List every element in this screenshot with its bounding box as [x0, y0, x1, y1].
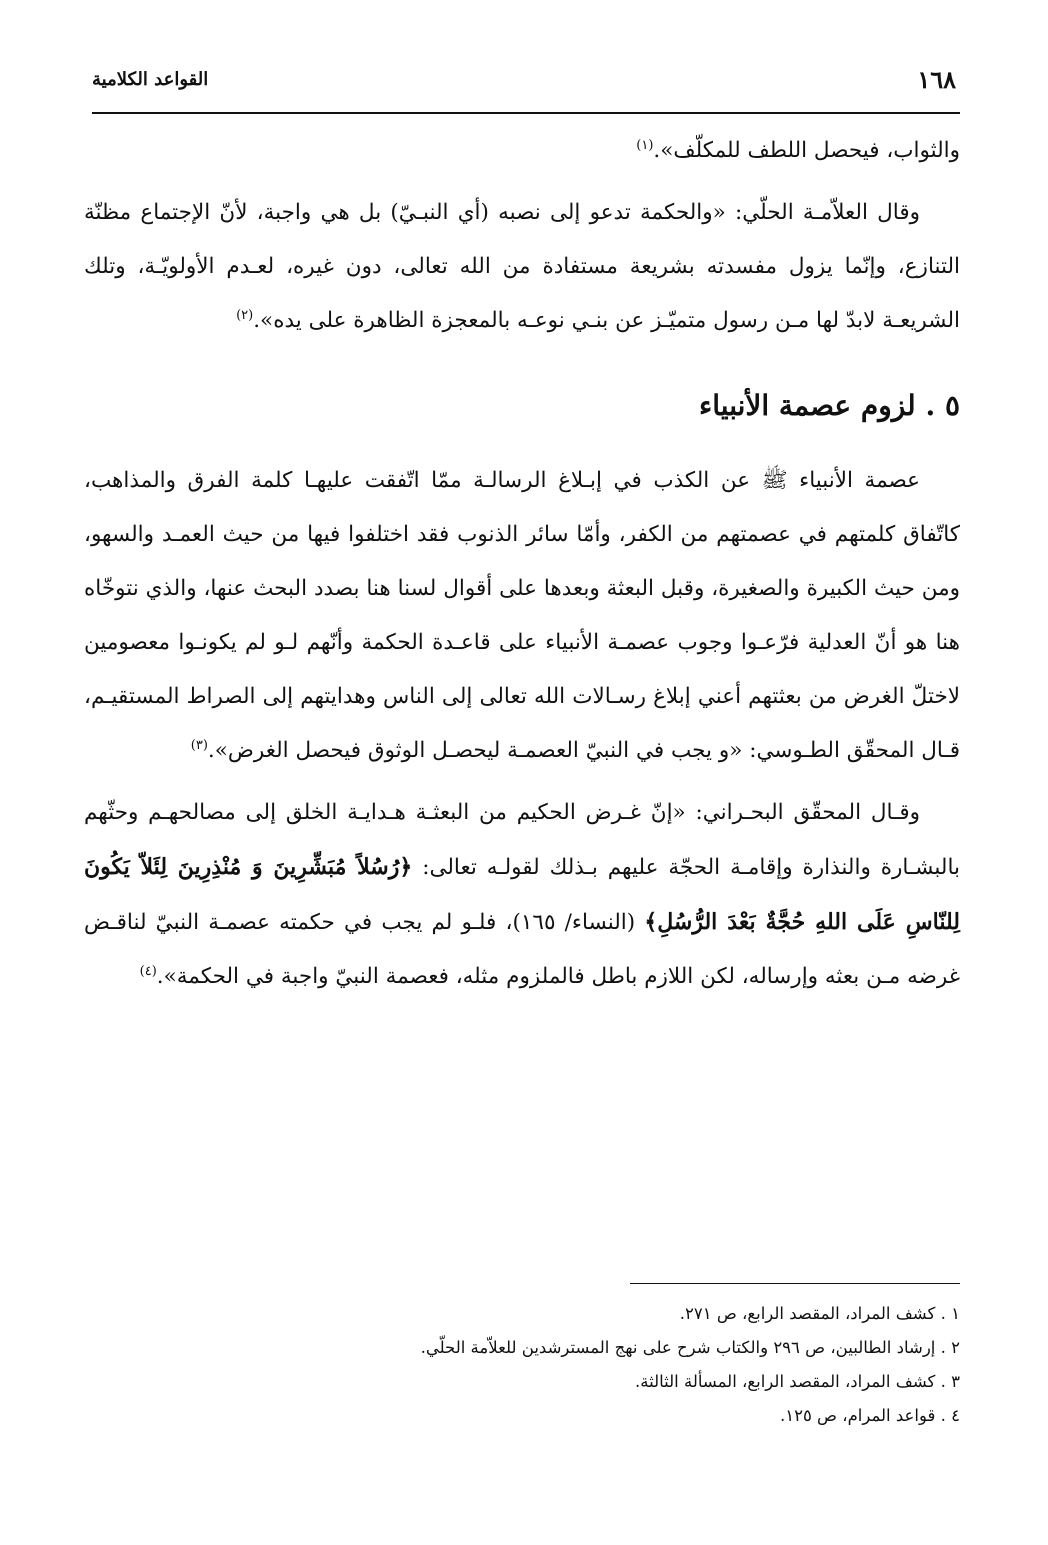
paragraph-text: (النساء/ ١٦٥)، فلـو لم يجب في حكمته عصمـة النبيّ لناقـض غرضه مـن بعثه وإرساله، لكن اللازم باطل فالملزوم مثله، فعصمة النبيّ واجبة في الحكمة».: [84, 910, 960, 989]
section-heading: ٥ . لزوم عصمة الأنبياء: [699, 389, 960, 422]
paragraph-bahrani-quote: [84, 786, 960, 1004]
paragraph-continuation: [84, 124, 960, 178]
footnote-item: ١ . كشف المراد، المقصد الرابع، ص ٢٧١.: [679, 1304, 960, 1323]
footnote-ref-1: (١): [636, 137, 654, 153]
footnote-ref-4: (٤): [139, 963, 157, 979]
paragraph-text: عصمة الأنبياء ﷺ عن الكذب في إبـلاغ الرسالـة ممّا اتّفقت عليهـا كلمة الفرق والمذاهب، كاتّفاق كلمتهم في عصمتهم من الكفر، وأمّا سائر الذنوب فقد اختلفوا فيها من حيث العمـد والسهو، ومن حيث الكبيرة والصغيرة، وقبل البعثة وبعدها على أقوال لسنا هنا بصدد البحث عنها، والذي نتوخّاه هنا هو أنّ العدلية فرّعـوا وجوب عصمـة الأنبياء على قاعـدة الحكمة وأنّهم لـو لم يكونـوا معصومين لاختلّ الغرض من بعثتهم أعني إبلاغ رسـالات الله تعالى إلى الناس وهدايتهم إلى الصراط المستقيـم، قـال المحقّق الطـوسي: «و يجب في النبيّ العصمـة ليحصـل الوثوق فيحصل الغرض».: [84, 468, 960, 763]
paragraph-infallibility: [84, 454, 960, 778]
paragraph-text: والثواب، فيحصل اللطف للمكلّف».: [653, 138, 960, 163]
footnote-item: ٢ . إرشاد الطالبين، ص ٢٩٦ والكتاب شرح على نهج المسترشدين للعلاّمة الحلّي.: [420, 1338, 960, 1357]
page-number: ١٦٨: [917, 64, 956, 94]
footnote-divider: [630, 1283, 960, 1284]
paragraph-text: وقال العلاّمـة الحلّي: «والحكمة تدعو إلى نصبه (أي النبـيّ) بل هي واجبة، لأنّ الإجتماع مظنّة التنازع، وإنّما يزول مفسدته بشريعة مستفادة من الله تعالى، دون غيره، لعـدم الأولويّـة، وتلك الشريعـة لابدّ لها مـن رسول متميّـز عن بنـي نوعـه بالمعجزة الظاهرة على يده».: [84, 200, 960, 333]
footnote-item: ٣ . كشف المراد، المقصد الرابع، المسألة الثالثة.: [635, 1372, 960, 1391]
running-header: [92, 58, 956, 100]
footnotes: [84, 1297, 960, 1433]
footnote-ref-2: (٢): [236, 307, 254, 323]
footnote-ref-3: (٣): [190, 737, 208, 753]
paragraph-hilli-quote: [84, 186, 960, 348]
header-divider: [92, 112, 960, 114]
footnote-item: ٤ . قواعد المرام، ص ١٢٥.: [779, 1406, 960, 1425]
running-title: القواعد الكلامية: [92, 68, 209, 90]
quran-verse: ﴿رُسُلاً مُبَشِّرِينَ وَ مُنْذِرِينَ لِئَلاّ يَكُونَ لِلنّاسِ عَلَى اللهِ حُجَّةٌ بَعْدَ الرُّسُلِ﴾: [84, 854, 960, 935]
paragraph-text: وقـال المحقّق البحـراني: «إنّ غـرض الحكيم من البعثـة هـدايـة الخلق إلى مصالحهـم وحثّهم بالبشـارة والنذارة وإقامـة الحجّة عليهم بـذلك لقولـه تعالى:: [84, 800, 961, 880]
main-text: [84, 124, 960, 1004]
